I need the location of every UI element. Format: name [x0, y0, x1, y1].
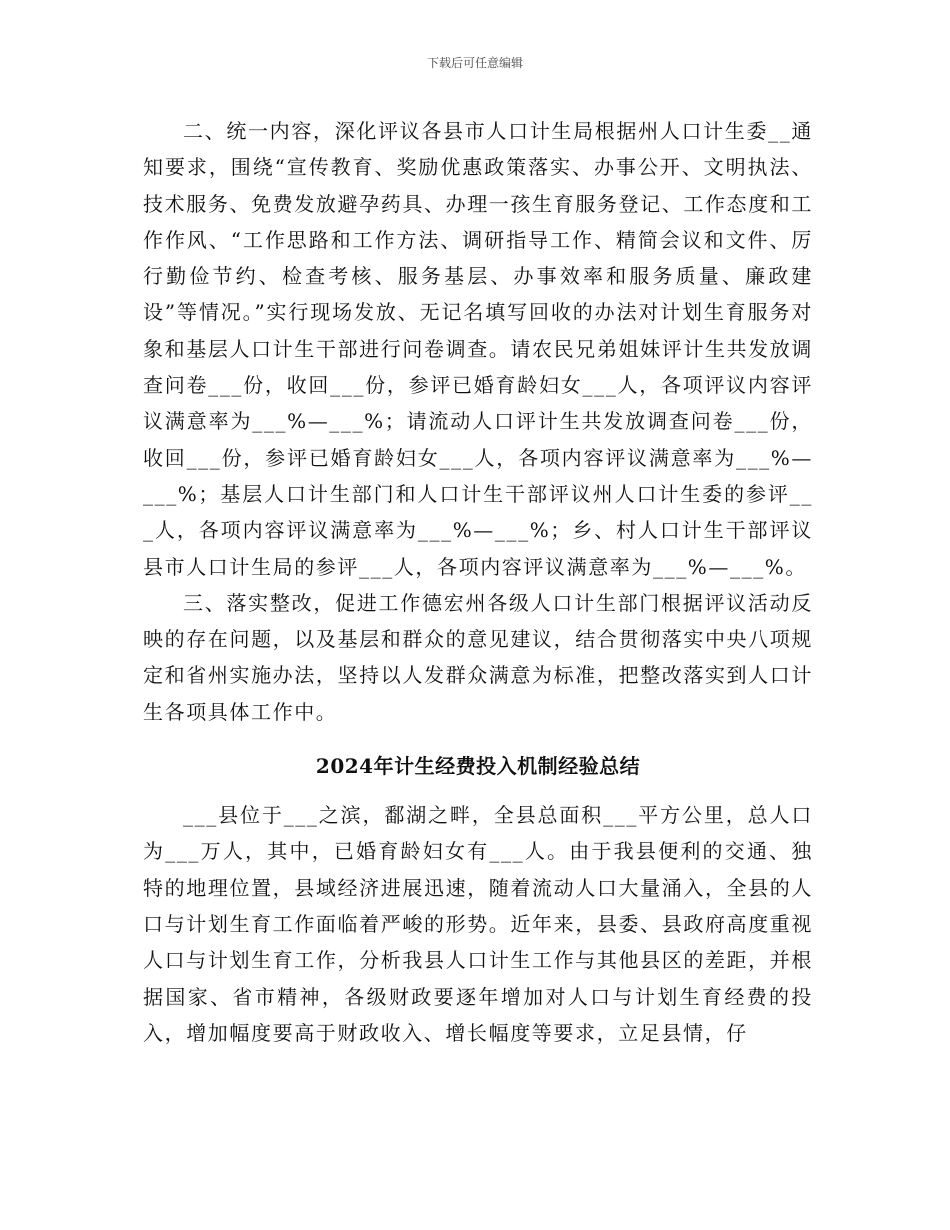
- paragraph-section-three: 三、落实整改，促进工作德宏州各级人口计生部门根据评议活动反映的存在问题，以及基层和群众的意见建议，结合贯彻落实中央八项规定和省州实施办法，坚持以人发群众满意为标准，把整改落实到人口计生各项具体工作中。: [143, 590, 813, 724]
- paragraph-section-two: 二、统一内容，深化评议各县市人口计生局根据州人口计生委__通知要求，围绕“宣传教育、奖励优惠政策落实、办事公开、文明执法、技术服务、免费发放避孕药具、办理一孩生育服务登记、工作态度和工作作风、“工作思路和工作方法、调研指导工作、精简会议和文件、厉行勤俭节约、检查考核、服务基层、办事效率和服务质量、廉政建设”等情况。”实行现场发放、无记名填写回收的办法对计划生育服务对象和基层人口计生干部进行问卷调查。请农民兄弟姐妹评计生共发放调查问卷___份，收回___份，参评已婚育龄妇女___人，各项评议内容评议满意率为___%—___%；请流动人口评计生共发放调查问卷___份，收回___份，参评已婚育龄妇女___人，各项内容评议满意率为___%—___%；基层人口计生部门和人口计生干部评议州人口计生委的参评___人，各项内容评议满意率为___%—___%；乡、村人口计生干部评议县市人口计生局的参评___人，各项内容评议满意率为___%—___%。: [143, 119, 813, 579]
- paragraph-article-intro: ___县位于___之滨，鄱湖之畔，全县总面积___平方公里，总人口为___万人，其中，已婚育龄妇女有___人。由于我县便利的交通、独特的地理位置，县域经济进展迅速，随着流动人口大量涌入，全县的人口与计划生育工作面临着严峻的形势。近年来，县委、县政府高度重视人口与计划生育工作，分析我县人口计生工作与其他县区的差距，并根据国家、省市精神，各级财政要逐年增加对人口与计划生育经费的投入，增加幅度要高于财政收入、增长幅度等要求，立足县情，仔: [143, 803, 813, 1045]
- page-header-note: 下载后可任意编辑: [426, 56, 523, 70]
- article-title: 2024年计生经费投入机制经验总结: [315, 754, 641, 779]
- document-body: [143, 113, 813, 1051]
